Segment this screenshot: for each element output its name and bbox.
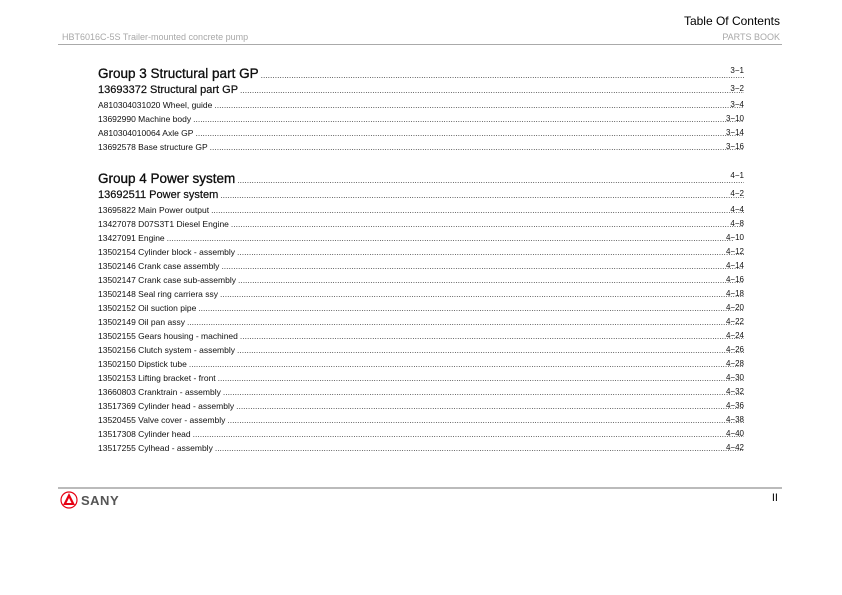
dot-leader: [237, 247, 744, 257]
dot-leader: [214, 100, 744, 110]
toc-entry-label: A810304031020 Wheel, guide: [98, 100, 213, 110]
toc-entry[interactable]: [98, 275, 744, 289]
toc-entry[interactable]: [98, 317, 744, 331]
toc-entry-page: 4−12: [725, 247, 744, 256]
dot-leader: [218, 373, 744, 383]
toc-entry-page: 3−14: [725, 128, 744, 137]
toc-entry-label: 13692511 Power system: [98, 189, 219, 201]
toc-entry-label: 13660803 Cranktrain - assembly: [98, 387, 221, 397]
toc-entry-page: 3−10: [725, 114, 744, 123]
toc-entry[interactable]: [98, 373, 744, 387]
toc-entry[interactable]: [98, 219, 744, 233]
logo-text: SANY: [81, 492, 120, 508]
toc-entry-page: 3−4: [730, 100, 744, 109]
dot-leader: [237, 175, 744, 185]
toc-subheading[interactable]: [98, 189, 744, 205]
toc-entry[interactable]: [98, 247, 744, 261]
toc-entry-label: 13427078 D07S3T1 Diesel Engine: [98, 219, 229, 229]
toc-entry[interactable]: [98, 443, 744, 457]
toc-entry[interactable]: [98, 233, 744, 247]
dot-leader: [211, 205, 744, 215]
toc-entry-page: 4−42: [725, 443, 744, 452]
toc-entry-page: 4−18: [725, 289, 744, 298]
header-title: Table Of Contents: [683, 14, 780, 28]
toc-entry-page: 4−24: [725, 331, 744, 340]
dot-leader: [237, 345, 744, 355]
toc-entry-page: 3−16: [725, 142, 744, 151]
toc-entry-page: 3−1: [730, 66, 744, 75]
toc-entry-page: 4−38: [725, 415, 744, 424]
toc-entry[interactable]: [98, 345, 744, 359]
toc-entry-page: 4−32: [725, 387, 744, 396]
toc-entry-label: 13517255 Cylhead - assembly: [98, 443, 213, 453]
toc-entry[interactable]: [98, 387, 744, 401]
toc-group-heading[interactable]: [98, 66, 744, 84]
dot-leader: [240, 85, 744, 95]
toc-entry-page: 4−22: [725, 317, 744, 326]
toc-section-group-4: [98, 171, 744, 457]
dot-leader: [227, 415, 744, 425]
dot-leader: [198, 303, 744, 313]
dot-leader: [167, 233, 733, 243]
toc-entry-label: 13502155 Gears housing - machined: [98, 331, 238, 341]
dot-leader: [238, 275, 744, 285]
toc-entry[interactable]: [98, 128, 744, 142]
dot-leader: [193, 429, 744, 439]
dot-leader: [187, 317, 744, 327]
dot-leader: [221, 261, 744, 271]
toc-subheading[interactable]: [98, 84, 744, 100]
toc-entry[interactable]: [98, 303, 744, 317]
toc-entry-page: 3−2: [730, 84, 744, 93]
footer-divider: [58, 487, 782, 489]
header-divider: [58, 44, 782, 45]
dot-leader: [220, 289, 744, 299]
toc-entry-label: 13502147 Crank case sub-assembly: [98, 275, 236, 285]
toc-entry[interactable]: [98, 142, 744, 156]
toc-entry[interactable]: [98, 429, 744, 443]
dot-leader: [193, 114, 744, 124]
toc-entry-page: 4−2: [730, 189, 744, 198]
toc-entry[interactable]: [98, 100, 744, 114]
toc-entry-label: Group 4 Power system: [98, 171, 236, 186]
toc-entry-label: 13692578 Base structure GP: [98, 142, 208, 152]
page-number: II: [771, 492, 778, 504]
dot-leader: [223, 387, 744, 397]
sany-logo-icon: [60, 491, 78, 509]
toc-entry-label: 13692990 Machine body: [98, 114, 192, 124]
toc-entry[interactable]: [98, 114, 744, 128]
toc-section-group-3: [98, 66, 744, 156]
toc-entry-label: 13502156 Clutch system - assembly: [98, 345, 236, 355]
dot-leader: [215, 443, 744, 453]
toc-entry-page: 4−26: [725, 345, 744, 354]
toc-entry-label: 13517308 Cylinder head: [98, 429, 191, 439]
dot-leader: [236, 401, 744, 411]
toc-entry-label: A810304010064 Axle GP: [98, 128, 194, 138]
toc-entry-label: Group 3 Structural part GP: [98, 66, 259, 81]
toc-entry-page: 4−4: [730, 205, 744, 214]
toc-entry-label: 13517369 Cylinder head - assembly: [98, 401, 235, 411]
toc-entry-page: 4−36: [725, 401, 744, 410]
toc-entry-label: 13427091 Engine: [98, 233, 165, 243]
toc-entry-page: 4−1: [730, 171, 744, 180]
dot-leader: [195, 128, 744, 138]
toc-entry[interactable]: [98, 401, 744, 415]
toc-entry-label: 13520455 Valve cover - assembly: [98, 415, 226, 425]
toc-entry-page: 4−14: [725, 261, 744, 270]
toc-entry-label: 13502153 Lifting bracket - front: [98, 373, 216, 383]
toc-group-heading[interactable]: [98, 171, 744, 189]
book-title: PARTS BOOK: [722, 32, 780, 42]
toc-entry[interactable]: [98, 261, 744, 275]
dot-leader: [261, 70, 744, 80]
toc-entry-label: 13502149 Oil pan assy: [98, 317, 185, 327]
dot-leader: [210, 142, 744, 152]
dot-leader: [231, 219, 744, 229]
dot-leader: [240, 331, 744, 341]
toc-entry-label: 13695822 Main Power output: [98, 205, 210, 215]
toc-entry-label: 13502146 Crank case assembly: [98, 261, 220, 271]
toc-entry-page: 4−28: [725, 359, 744, 368]
toc-entry-label: 13502154 Cylinder block - assembly: [98, 247, 236, 257]
toc-entry-label: 13693372 Structural part GP: [98, 84, 239, 96]
toc-entry-page: 4−16: [725, 275, 744, 284]
toc-entry[interactable]: [98, 359, 744, 373]
toc-entry[interactable]: [98, 289, 744, 303]
dot-leader: [189, 359, 744, 369]
toc-entry-page: 4−20: [725, 303, 744, 312]
dot-leader: [220, 190, 744, 200]
toc-entry-label: 13502150 Dipstick tube: [98, 359, 187, 369]
toc-entry[interactable]: [98, 415, 744, 429]
toc-entry-page: 4−30: [725, 373, 744, 382]
toc-entry-label: 13502148 Seal ring carriera ssy: [98, 289, 219, 299]
toc-entry-page: 4−40: [725, 429, 744, 438]
toc-entry[interactable]: [98, 331, 744, 345]
toc-entry-page: 4−8: [730, 219, 744, 228]
document-title: HBT6016C-5S Trailer-mounted concrete pump: [62, 32, 249, 42]
toc-entry-label: 13502152 Oil suction pipe: [98, 303, 197, 313]
sany-logo: [60, 491, 119, 509]
toc-entry-page: 4−10: [725, 233, 744, 242]
toc-entry[interactable]: [98, 205, 744, 219]
